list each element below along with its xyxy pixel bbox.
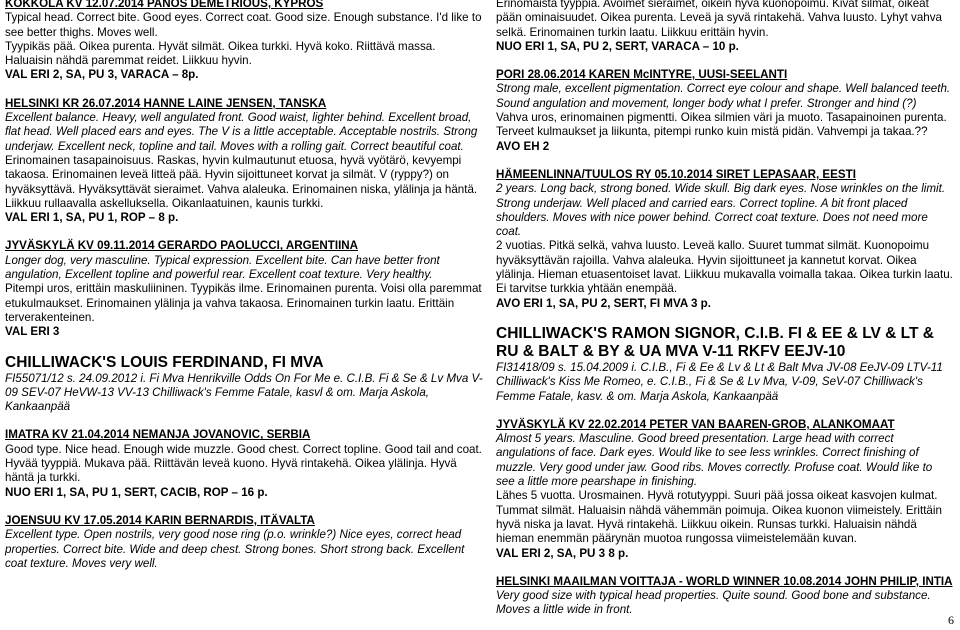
show-header-joensuu: JOENSUU KV 17.05.2014 KARIN BERNARDIS, ITÄVALTA (5, 513, 315, 527)
result-line: VAL ERI 1, SA, PU 1, ROP – 8 p. (5, 211, 179, 225)
result-line: NUO ERI 1, SA, PU 2, SERT, VARACA – 10 p. (496, 39, 739, 53)
critique-english: Almost 5 years. Masculine. Good breed presentation. Large head with correct angulations of face. Dark eyes. Would like to see less wrinkles. Correct finishing of muzzle. Very good under jaw. Good ribs. Moves correctly. Profuse coat. Would like to see a little more pearshape in finishing. (496, 432, 933, 489)
critique-english: Very good size with typical head properties. Quite sound. Good bone and substance. Moves a little wide in front. (496, 589, 931, 617)
critique-finnish: Erinomainen tasapainoisuus. Raskas, hyvin kulmautunut etuosa, hyvä vyötärö, kevyempi takaosa. Erinomainen leveä litteä pää. Hyvin sijoittuneet korvat ja silmät. V (ryppy?) on hyväksyttävä. Hyväksyttävät sieraimet. Vahva alaleuka. Erinomainen niska, ylälinja ja häntä. Liikkuu rullaavalla askelluksella. Oikanlaatuinen, kaunis turkki. (5, 153, 478, 210)
result-line: VAL ERI 3 (5, 325, 60, 339)
right-column (496, 0, 954, 618)
show-header-jyvaskyla: JYVÄSKYLÄ KV 09.11.2014 GERARDO PAOLUCCI, ARGENTIINA (5, 239, 359, 253)
critique-finnish: Tyypikäs pää. Oikea purenta. Hyvät silmät. Oikea turkki. Hyvä koko. Riittävä massa. Haluaisin nähdä paremmat reidet. Liikkuu hyvin. (5, 39, 436, 68)
page-number: 6 (948, 613, 954, 627)
show-header-hameenlinna: HÄMEENLINNA/TUULOS RY 05.10.2014 SIRET LEPASAAR, EESTI (496, 167, 856, 181)
critique-finnish: Vahva uros, erinomainen pigmentti. Oikea silmien väri ja muoto. Tasapainoinen purenta. Terveet kulmaukset ja liikunta, pitempi runko kuin mistä pidän. Vahvempi ja takaa.?? (496, 111, 947, 139)
show-header-imatra: IMATRA KV 21.04.2014 NEMANJA JOVANOVIC, SERBIA (5, 428, 311, 442)
result-line: NUO ERI 1, SA, PU 1, SERT, CACIB, ROP – 16 p. (5, 485, 268, 499)
critique-finnish: Lähes 5 vuotta. Urosmainen. Hyvä rotutyyppi. Suuri pää jossa oikeat kasvojen kulmat. Tummat silmät. Haluaisin nähdä vähemmän poimuja. Oikea kuonon viimeistely. Erittäin hyvä niska ja lavat. Hyvä rintakehä. Liikkuu oikein. Runsas turkki. Haluaisin nähdä hieman enemmän päärynän muotoa rungossa viimeistelemään kuvan. (496, 489, 942, 546)
critique-english: Longer dog, very masculine. Typical expression. Excellent bite. Can have better front angulation, Excellent topline and powerful rear. Excellent coat texture. Very healthy. (5, 253, 440, 282)
result-line: AVO EH 2 (496, 139, 550, 153)
critique-english: Strong male, excellent pigmentation. Correct eye colour and shape. Well balanced teeth. Sound angulation and movement, longer body what I prefer. Stronger and hind (?) (496, 82, 951, 110)
critique-english: Excellent balance. Heavy, well angulated front. Good waist, lighter behind. Excellent broad, flat head. Well placed ears and eyes. The V is a little acceptable. Acceptable nostrils. Strong underjaw. Excellent neck, topline and tail. Moves with a rolling gait. Correct beautiful coat. (5, 111, 478, 153)
show-header-kokkola: KOKKOLA KV 12.07.2014 PANOS DEMETRIOUS, KYPROS (5, 0, 324, 10)
critique-finnish: 2 vuotias. Pitkä selkä, vahva luusto. Leveä kallo. Suuret tummat silmät. Kuonopoimu hyväksyttävän rajoilla. Vahva alaleuka. Hyvin sijoittuneet ja kannetut korvat. Oikea ylälinja. Hieman etuasentoiset lavat. Liikkuu mukavalla voimalla takaa. Oikea turkin laatu. Ei tarvitse turkkia yhtään enempää. (496, 239, 953, 296)
left-column (5, 0, 483, 571)
critique-finnish: Erinomaista tyyppiä. Avoimet sieraimet, oikein hyvä kuonopoimu. Kivat silmät, oikeat pään ominaisuudet. Oikea purenta. Leveä ja syvä rintakehä. Vahva luusto. Lyhyt vahva selkä. Erinomainen turkin laatu. Liikkuu erittäin hyvin. (496, 0, 942, 39)
critique-english: Typical head. Correct bite. Good eyes. Correct coat. Good size. Enough substance. I'd like to see better thighs. Moves well. (5, 11, 482, 39)
result-line: AVO ERI 1, SA, PU 2, SERT, FI MVA 3 p. (496, 296, 711, 310)
show-header-helsinki: HELSINKI KR 26.07.2014 HANNE LAINE JENSEN, TANSKA (5, 96, 327, 110)
show-header-jyvaskyla-2: JYVÄSKYLÄ KV 22.02.2014 PETER VAN BAAREN-GROB, ALANKOMAAT (496, 417, 895, 431)
critique-finnish: Pitempi uros, erittäin maskuliininen. Tyypikäs ilme. Erinomainen purenta. Voisi olla paremmat etukulmaukset. Erinomainen ylälinja ja vahva takaosa. Erinomainen turkin laatu. Erittäin terverakenteinen. (5, 282, 482, 324)
critique-english: 2 years. Long back, strong boned. Wide skull. Big dark eyes. Nose wrinkles on the limit. Strong underjaw. Well placed and carried ears. Correct topline. A bit front placed shoulders. Moves with nice power behind. Correct coat texture. Does not need more coat. (496, 182, 946, 239)
show-header-helsinki-world-winner: HELSINKI MAAILMAN VOITTAJA - WORLD WINNER 10.08.2014 JOHN PHILIP, INTIA (496, 574, 953, 588)
critique-finnish: Hyvää tyyppiä. Mukava pää. Riittävän leveä kuono. Hyvä rintakehä. Oikea ylälinja. Hyvä häntä ja turkki. (5, 457, 457, 485)
dog-pedigree: FI31418/09 s. 15.04.2009 i. C.I.B., Fi & Ee & Lv & Lt & Balt Mva JV-08 EeJV-09 LTV-11 Chilliwack's Kiss Me Romeo, e. C.I.B., Fi & Se & Lv Mva, V-09, SeV-07 Chilliwack's Femme Fatale, kasv. & om. Marja Askola, Kankaanpää (496, 360, 943, 403)
show-header-pori: PORI 28.06.2014 KAREN McINTYRE, UUSI-SEELANTI (496, 68, 788, 82)
dog-title-ferdinand: CHILLIWACK'S LOUIS FERDINAND, FI MVA (5, 353, 324, 371)
result-line: VAL ERI 2, SA, PU 3, VARACA – 8p. (5, 68, 199, 82)
result-line: VAL ERI 2, SA, PU 3 8 p. (496, 546, 629, 560)
critique-english: Good type. Nice head. Enough wide muzzle. Good chest. Correct topline. Good tail and coat. (5, 442, 482, 456)
dog-title-ramon: CHILLIWACK'S RAMON SIGNOR, C.I.B. FI & EE & LV & LT & RU & BALT & BY & UA MVA V-11 RKFV EEJV-10 (496, 324, 934, 360)
dog-pedigree: FI55071/12 s. 24.09.2012 i. Fi Mva Henrikville Odds On For Me e. C.I.B. Fi & Se & Lv Mva V-09 SEV-07 HeVW-13 VV-13 Chilliwack's Femme Fatale, kasvl & om. Marja Askola, Kankaanpää (5, 371, 483, 414)
critique-english: Excellent type. Open nostrils, very good nose ring (p.o. wrinkle?) Nice eyes, correct head properties. Correct bite. Wide and deep chest. Strong bones. Short strong back. Excellent coat texture. Moves very well. (5, 528, 465, 570)
